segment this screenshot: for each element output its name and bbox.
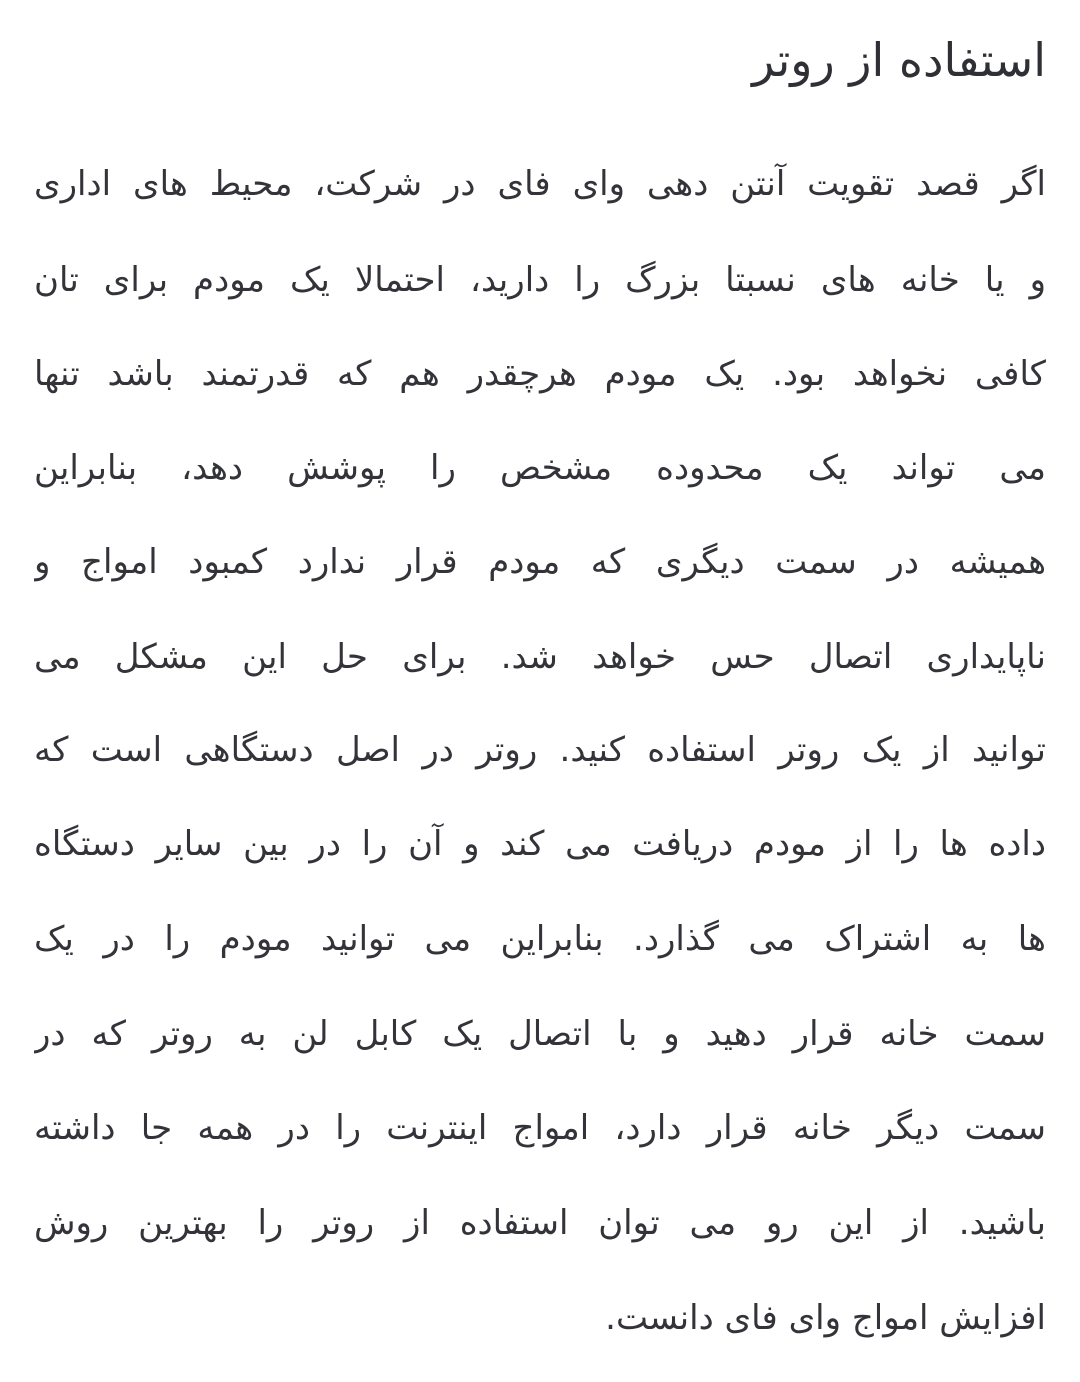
paragraph-line: باشید. از این رو می توان استفاده از روتر را بهترین روش	[34, 1203, 1046, 1243]
paragraph-line: و یا خانه های نسبتا بزرگ را دارید، احتمالا یک مودم برای تان	[34, 260, 1046, 300]
paragraph-line: ها به اشتراک می گذارد. بنابراین می توانید مودم را در یک	[34, 919, 1046, 959]
paragraph-line: همیشه در سمت دیگری که مودم قرار ندارد کمبود امواج و	[34, 542, 1046, 582]
paragraph-line: سمت خانه قرار دهید و با اتصال یک کابل لن به روتر که در	[34, 1014, 1046, 1054]
paragraph-line: سمت دیگر خانه قرار دارد، امواج اینترنت را در همه جا داشته	[34, 1108, 1046, 1148]
paragraph-line: ناپایداری اتصال حس خواهد شد. برای حل این مشکل می	[34, 637, 1046, 677]
paragraph-line: توانید از یک روتر استفاده کنید. روتر در اصل دستگاهی است که	[34, 730, 1046, 770]
paragraph-line: افزایش امواج وای فای دانست.	[605, 1298, 1046, 1338]
article-title: استفاده از روتر	[752, 33, 1046, 87]
paragraph-line: اگر قصد تقویت آنتن دهی وای فای در شرکت، محیط های اداری	[34, 164, 1046, 204]
paragraph-line: می تواند یک محدوده مشخص را پوشش دهد، بنابراین	[34, 448, 1046, 488]
paragraph-line: کافی نخواهد بود. یک مودم هرچقدر هم که قدرتمند باشد تنها	[34, 354, 1046, 394]
paragraph-line: داده ها را از مودم دریافت می کند و آن را در بین سایر دستگاه	[34, 824, 1046, 864]
